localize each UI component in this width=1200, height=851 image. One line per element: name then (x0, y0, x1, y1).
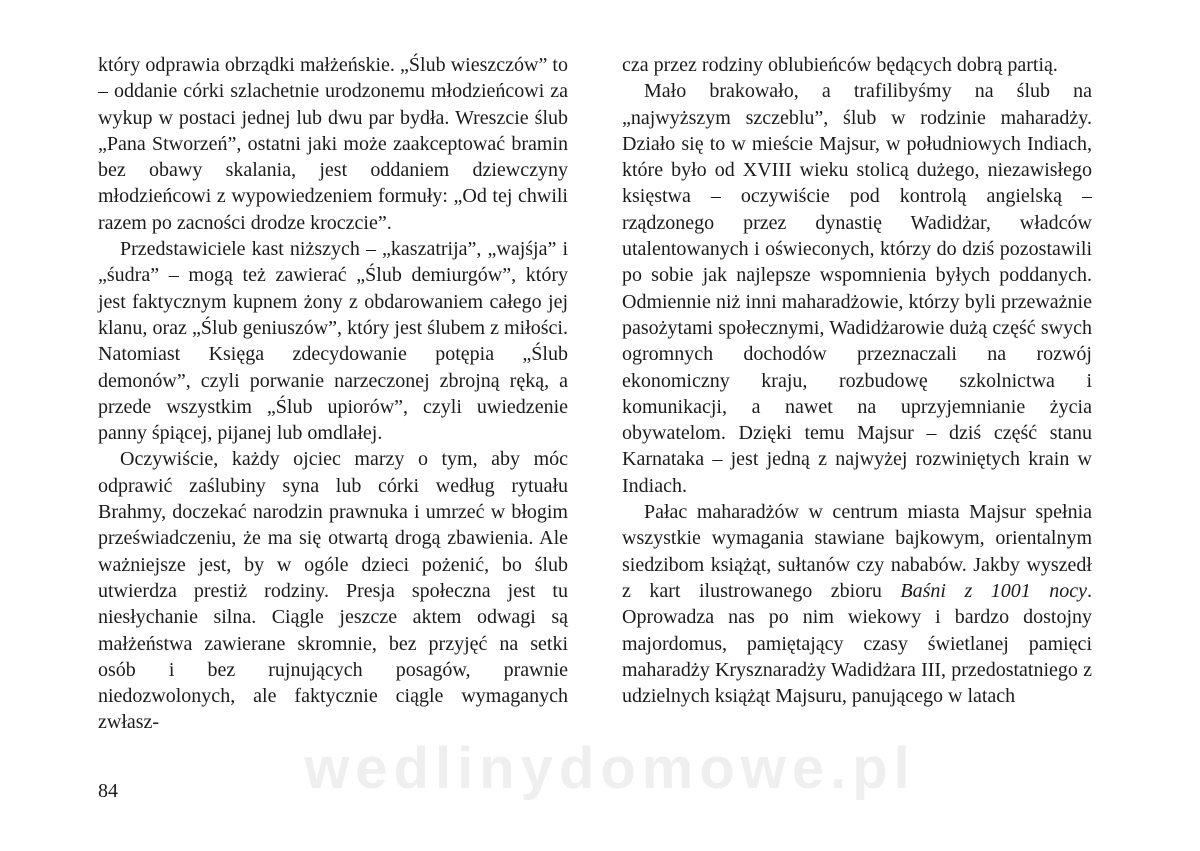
watermark: wedlinydomowe.pl (304, 736, 916, 801)
paragraph (622, 499, 1092, 709)
page-number: 84 (98, 780, 118, 802)
left-text-column (98, 52, 568, 736)
paragraph: Mało brakowało, a trafilibyśmy na ślub na „najwyższym szczeblu”, ślub w rodzinie maharadży. Działo się to w mieście Majsur, w południowych Indiach, które było od XVIII wieku stolicą dużego, niezawisłego księstwa – oczywiście pod kontrolą angielską – rządzonego przez dynastię Wadidżar, władców utalentowanych i oświeconych, którzy do dziś pozostawili po sobie jak najlepsze wspomnienia byłych poddanych. Odmiennie niż inni maharadżowie, którzy byli przeważnie pasożytami społecznymi, Wadidżarowie dużą część swych ogromnych dochodów przeznaczali na rozwój ekonomiczny kraju, rozbudowę szkolnictwa i komunikacji, a nawet na uprzyjemnianie życia obywatelom. Dzięki temu Majsur – dziś część stanu Karnataka – jest jedną z najwyżej rozwiniętych krain w Indiach. (622, 80, 1092, 497)
book-title-italic: Baśni z 1001 nocy (900, 579, 1088, 602)
paragraph-text: Pałac maharadżów w centrum miasta Majsur spełnia wszystkie wymagania stawiane bajkowym, orientalnym siedzibom książąt, sułtanów czy nababów. Jakby wyszedł z kart ilustrowanego zbioru (622, 501, 1092, 602)
paragraph: Oczywiście, każdy ojciec marzy o tym, aby móc odprawić zaślubiny syna lub córki według rytuału Brahmy, doczekać narodzin prawnuka i umrzeć w błogim przeświadczeniu, że ma się otwartą drogą zbawienia. Ale ważniejsze jest, by w ogóle dzieci pożenić, bo ślub utwierdza prestiż rodziny. Presja społeczna jest tu niesłychanie silna. Ciągle jeszcze aktem odwagi są małżeństwa zawierane skromnie, bez przyjęć na setki osób i bez rujnujących posagów, prawnie niedozwolonych, ale faktycznie ciągle wymaganych zwłasz- (98, 448, 568, 734)
paragraph: cza przez rodziny oblubieńców będących dobrą partią. (622, 54, 1058, 76)
paragraph: Przedstawiciele kast niższych – „kaszatrija”, „wajśja” i „śudra” – mogą też zawierać „Ślub demiurgów”, który jest faktycznym kupnem żony z obdarowaniem całego jej klanu, oraz „Ślub geniuszów”, który jest ślubem z miłości. Natomiast Księga zdecydowanie potępia „Ślub demonów”, czyli porwanie narzeczonej zbrojną ręką, a przede wszystkim „Ślub upiorów”, czyli uwiedzenie panny śpiącej, pijanej lub omdlałej. (98, 238, 568, 445)
paragraph-text: . Oprowadza nas po nim wiekowy i bardzo dostojny majordomus, pamiętający czasy świetlanej pamięci maharadży Krysznaradży Wadidżara III, przedostatniego z udzielnych książąt Majsuru, panującego w latach (622, 579, 1093, 708)
paragraph: który odprawia obrządki małżeńskie. „Ślub wieszczów” to – oddanie córki szlachetnie urodzonemu młodzieńcowi za wykup w postaci jednej lub dwu par bydła. Wreszcie ślub „Pana Stworzeń”, ostatni jaki może zaakceptować bramin bez obawy skalania, jest oddaniem dziewczyny młodzieńcowi z wypowiedzeniem formuły: „Od tej chwili razem po zacności drodze kroczcie”. (98, 54, 568, 234)
right-text-column (622, 52, 1092, 709)
